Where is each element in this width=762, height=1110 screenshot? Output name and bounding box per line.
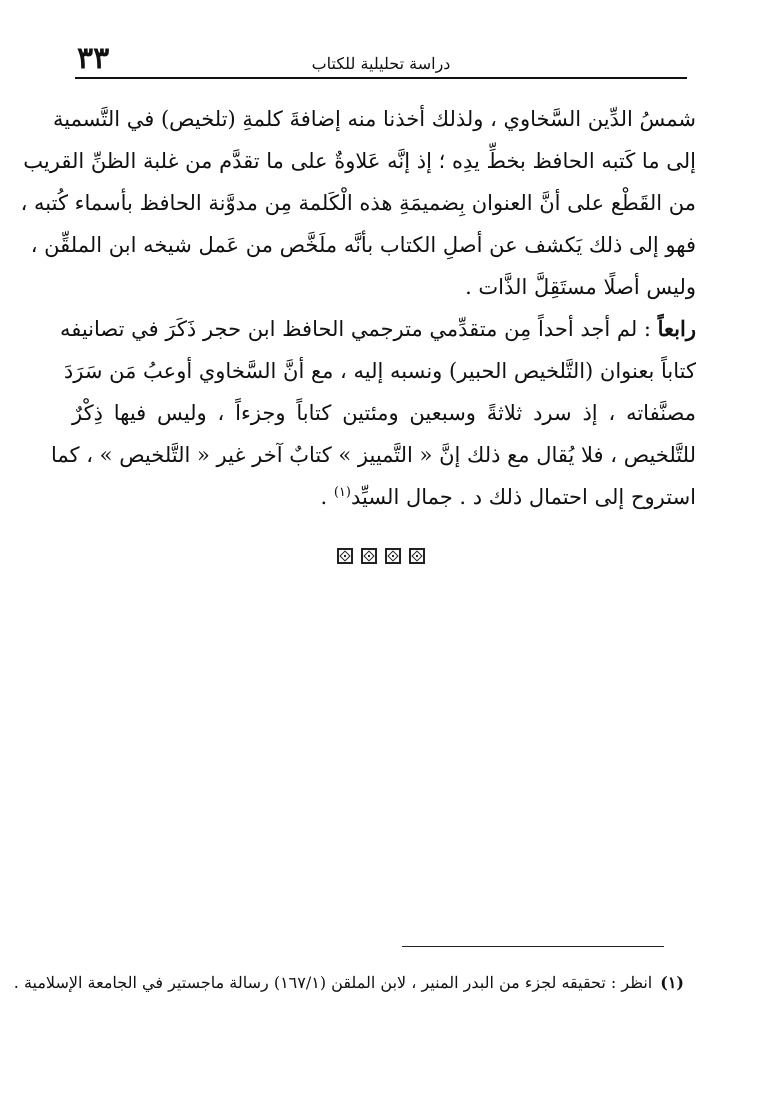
- ornament-icon: [385, 548, 401, 564]
- text-line: للتَّلخيص ، فلا يُقال مع ذلك إنَّ « التَّمييز » كتابٌ آخر غير « التَّلخيص » ، كما: [51, 443, 696, 467]
- page-number: ٣٣: [77, 41, 110, 76]
- text-line: كتاباً بعنوان (التَّلخيص الحبير) ونسبه إليه ، مع أنَّ السَّخاوي أوعبُ مَن سَرَدَ: [63, 359, 696, 383]
- running-head: دراسة تحليلية للكتاب: [311, 54, 451, 73]
- ornament-icon: [337, 548, 353, 564]
- text-line: فهو إلى ذلك يَكشف عن أصلِ الكتاب بأنَّه ملَخَّص من عَمل شيخه ابن الملقِّن ،: [30, 233, 696, 257]
- footnote: [13, 966, 684, 1000]
- text-line: [59, 308, 696, 350]
- text-line: إلى ما كَتبه الحافظ بخطِّ يدِه ؛ إذ إنَّه عَلاوةٌ على ما تقدَّم من غلبة الظنِّ القريب: [23, 149, 696, 173]
- line-text: : لم أجد أحداً مِن متقدِّمي مترجمي الحافظ ابن حجر ذَكَرَ في تصانيفه: [59, 317, 658, 341]
- text-line: [72, 476, 696, 518]
- main-text: [20, 98, 696, 518]
- text-line: وليس أصلًا مستَقِلَّ الذَّات .: [465, 275, 696, 299]
- footnote-text: انظر : تحقيقه لجزء من البدر المنير ، لابن الملقن (١٦٧/١) رسالة ماجستير في الجامعة الإسلامية .: [13, 973, 653, 992]
- footnote-marker: (١): [660, 973, 684, 992]
- text-line: من القَطْع على أنَّ العنوان بِضميمَةِ هذه الْكَلمة مِن مدوَّنة الحافظ بأسماء كُتبه ،: [20, 191, 696, 215]
- paragraph-keyword: رابعاً: [657, 316, 696, 341]
- footnote-reference: (١): [333, 485, 351, 500]
- section-ornament: [0, 548, 762, 568]
- line-end: .: [320, 485, 334, 509]
- line-text: استروح إلى احتمال ذلك د . جمال السيِّد: [350, 485, 696, 509]
- page-header: [75, 42, 687, 76]
- ornament-icon: [409, 548, 425, 564]
- header-rule: [75, 77, 687, 79]
- footnote-rule: [402, 946, 664, 947]
- text-line: مصنَّفاته ، إذ سرد ثلاثةً وسبعين ومئتين كتاباً وجزءاً ، وليس فيها ذِكْرٌ: [72, 401, 696, 425]
- ornament-icon: [361, 548, 377, 564]
- text-line: شمسُ الدِّين السَّخاوي ، ولذلك أخذنا منه إضافةَ كلمةِ (تلخيص) في التَّسمية: [53, 107, 696, 131]
